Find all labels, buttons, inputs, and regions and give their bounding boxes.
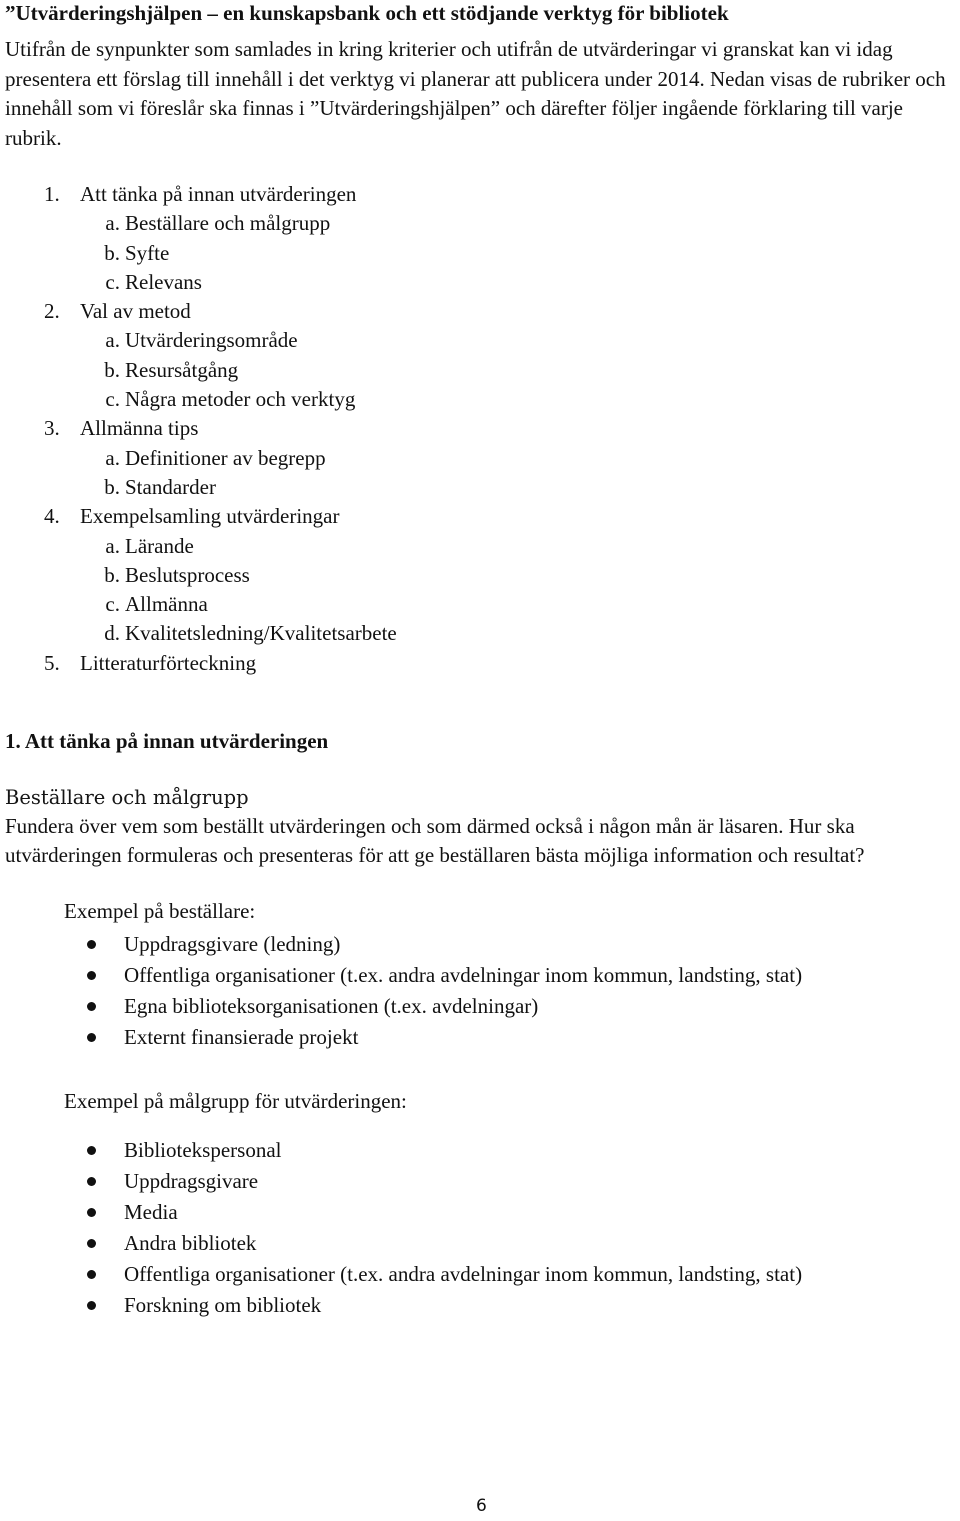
toc-item-label: Allmänna tips	[80, 416, 199, 441]
table-of-contents	[5, 180, 955, 678]
list-item-text: Externt finansierade projekt	[124, 1025, 359, 1050]
toc-subitem-letter: c.	[105, 592, 120, 617]
toc-subitem-label: Relevans	[125, 269, 202, 294]
toc-subitem-letter: a.	[105, 445, 120, 470]
toc-subitem	[44, 619, 955, 648]
list-item	[5, 1259, 955, 1290]
list-item	[5, 929, 955, 960]
toc-item	[44, 414, 955, 443]
toc-subitem-label: Resursåtgång	[125, 357, 239, 382]
list-item	[5, 991, 955, 1022]
list-item-text: Forskning om bibliotek	[124, 1293, 322, 1318]
bullet-icon	[87, 1177, 96, 1186]
bullet-icon	[87, 1208, 96, 1217]
bullet-icon	[87, 1301, 96, 1310]
list-item-text: Bibliotekspersonal	[124, 1138, 282, 1163]
toc-subitem	[44, 239, 955, 268]
list-item	[5, 1228, 955, 1259]
toc-subitem	[44, 532, 955, 561]
toc-subitem-label: Beställare och målgrupp	[125, 211, 331, 236]
list-item-text: Offentliga organisationer (t.ex. andra avdelningar inom kommun, landsting, stat)	[124, 963, 803, 988]
list-item-text: Egna biblioteksorganisationen (t.ex. avdelningar)	[124, 994, 539, 1019]
toc-subitem-letter: a.	[105, 328, 120, 353]
list-item-text: Uppdragsgivare (ledning)	[124, 932, 341, 957]
toc-subitem-label: Kvalitetsledning/Kvalitetsarbete	[125, 621, 397, 646]
audience-list	[5, 1135, 955, 1321]
toc-subitem	[44, 561, 955, 590]
bullet-icon	[87, 940, 96, 949]
toc-subitem-letter: c.	[105, 387, 120, 412]
bullet-icon	[87, 1239, 96, 1248]
page-number: 6	[476, 1496, 487, 1516]
toc-subitem	[44, 444, 955, 473]
toc-subitem-letter: c.	[105, 269, 120, 294]
list-item-text: Andra bibliotek	[124, 1231, 257, 1256]
toc-subitem	[44, 268, 955, 297]
toc-subitem-label: Lärande	[125, 533, 194, 558]
toc-item	[44, 502, 955, 531]
toc-subitem-label: Utvärderingsområde	[125, 328, 298, 353]
toc-subitem-label: Allmänna	[125, 592, 208, 617]
toc-item-label: Exempelsamling utvärderingar	[80, 504, 340, 529]
section-heading: 1. Att tänka på innan utvärderingen	[5, 729, 329, 754]
toc-subitem	[44, 209, 955, 238]
toc-subitem	[44, 385, 955, 414]
list-item-text: Media	[124, 1200, 178, 1225]
list-item	[5, 1197, 955, 1228]
toc-subitem	[44, 326, 955, 355]
section-subheading: Beställare och målgrupp	[5, 786, 249, 810]
toc-subitem-letter: b.	[104, 240, 120, 265]
list-item	[5, 960, 955, 991]
section-paragraph: Fundera över vem som beställt utvärderingen och som därmed också i någon mån är läsaren. Hur ska utvärderingen formuleras och presenteras för att ge beställaren bästa möjliga information och resultat?	[5, 814, 865, 868]
list-item	[5, 1135, 955, 1166]
toc-subitem-label: Standarder	[125, 474, 216, 499]
list-item	[5, 1290, 955, 1321]
toc-subitem-letter: b.	[104, 357, 120, 382]
toc-subitem-letter: d.	[104, 621, 120, 646]
document-page	[5, 0, 955, 1342]
toc-item-label: Litteraturförteckning	[80, 650, 257, 675]
toc-item	[44, 297, 955, 326]
audience-label: Exempel på målgrupp för utvärderingen:	[64, 1089, 407, 1114]
toc-item-label: Val av metod	[80, 299, 191, 324]
toc-subitem-label: Syfte	[125, 240, 170, 265]
bullet-icon	[87, 971, 96, 980]
toc-subitem-letter: a.	[105, 211, 120, 236]
toc-item-number: 1.	[44, 182, 60, 206]
bullet-icon	[87, 1002, 96, 1011]
toc-subitem-letter: b.	[104, 562, 120, 587]
bullet-icon	[87, 1033, 96, 1042]
toc-subitem	[44, 473, 955, 502]
bullet-icon	[87, 1146, 96, 1155]
toc-subitem-letter: b.	[104, 474, 120, 499]
toc-item-number: 4.	[44, 504, 60, 529]
toc-subitem-letter: a.	[105, 533, 120, 558]
toc-item-number: 2.	[44, 299, 60, 324]
orderers-label: Exempel på beställare:	[64, 899, 256, 924]
list-item-text: Offentliga organisationer (t.ex. andra avdelningar inom kommun, landsting, stat)	[124, 1262, 803, 1287]
toc-subitem	[44, 590, 955, 619]
list-item	[5, 1022, 955, 1053]
document-title: ”Utvärderingshjälpen – en kunskapsbank och ett stödjande verktyg för bibliotek	[5, 1, 729, 25]
list-item	[5, 1166, 955, 1197]
toc-subitem	[44, 356, 955, 385]
toc-subitem-label: Definitioner av begrepp	[125, 445, 326, 470]
toc-item	[44, 180, 955, 209]
toc-subitem-label: Några metoder och verktyg	[125, 387, 356, 412]
toc-item-number: 5.	[44, 650, 60, 675]
toc-subitem-label: Beslutsprocess	[125, 562, 250, 587]
intro-paragraph: Utifrån de synpunkter som samlades in kring kriterier och utifrån de utvärderingar vi granskat kan vi idag presentera ett förslag till innehåll i det verktyg vi planerar att publicera under 2014. Nedan visas de rubriker och innehåll som vi föreslår ska finnas i ”Utvärderingshjälpen” och därefter följer ingående förklaring till varje rubrik.	[5, 37, 946, 150]
list-item-text: Uppdragsgivare	[124, 1169, 259, 1194]
toc-item-number: 3.	[44, 416, 60, 441]
orderers-list	[5, 929, 955, 1053]
bullet-icon	[87, 1270, 96, 1279]
toc-item	[44, 649, 955, 678]
toc-item-label: Att tänka på innan utvärderingen	[80, 182, 357, 206]
